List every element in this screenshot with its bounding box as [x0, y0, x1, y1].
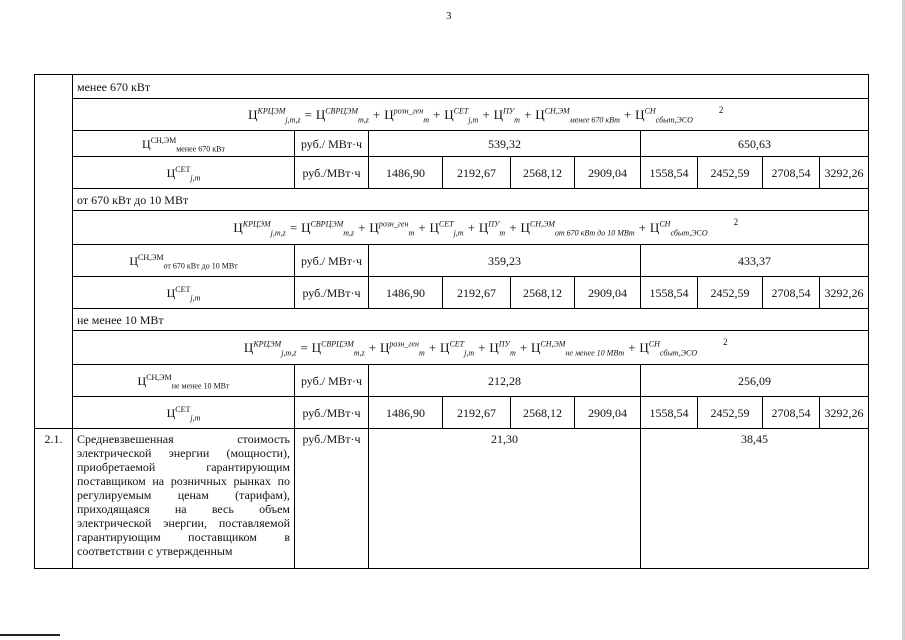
- sn-symbol: $Ц^{СН,ЭМ}_{менее 670 кВт}$: [73, 131, 295, 157]
- tariff-table: [34, 74, 869, 569]
- value-cell: 650,63: [641, 131, 869, 157]
- set-row: [35, 277, 869, 309]
- value-cell: 256,09: [641, 365, 869, 397]
- value-cell: 3292,26: [820, 157, 869, 189]
- footnote-mark: 2: [723, 337, 728, 347]
- set-row: [35, 157, 869, 189]
- value-cell: 3292,26: [820, 277, 869, 309]
- sn-row: [35, 131, 869, 157]
- number-column-empty: [35, 75, 73, 429]
- unit-cell: руб./ МВт·ч: [295, 245, 369, 277]
- unit-cell: руб./МВт·ч: [295, 429, 369, 569]
- value-cell: 2568,12: [511, 277, 575, 309]
- value-cell: 1486,90: [369, 157, 443, 189]
- value-cell: 539,32: [369, 131, 641, 157]
- value-cell: 1558,54: [641, 157, 698, 189]
- unit-cell: руб./МВт·ч: [295, 277, 369, 309]
- value-cell: 2192,67: [443, 277, 511, 309]
- value-cell: 2568,12: [511, 157, 575, 189]
- set-row: [35, 397, 869, 429]
- formula-row: [35, 331, 869, 365]
- value-cell: 2452,59: [698, 277, 763, 309]
- section-heading-row: [35, 309, 869, 331]
- section-heading-row: [35, 189, 869, 211]
- value-cell: 1558,54: [641, 397, 698, 429]
- formula: $Ц^{КРЦЭМ}_{j,m,z} = Ц^{СВРЦЭМ}_{m,z} + Ц^{розн\_ген}_m + Ц^{СЕТ}_{j,m} + Ц^{ПУ}_m + Ц^{СН,ЭМ}_{не менее 10 МВт} + Ц^{СН}_{сбыт,ЭСО}$ 2: [73, 331, 869, 365]
- row-2-1: [35, 429, 869, 569]
- section-heading: менее 670 кВт: [73, 75, 869, 99]
- value-cell: 21,30: [369, 429, 641, 569]
- value-cell: 2909,04: [575, 277, 641, 309]
- footnote-mark: 2: [718, 105, 724, 115]
- page-number: 3: [446, 10, 452, 22]
- value-cell: 3292,26: [820, 397, 869, 429]
- value-cell: 1558,54: [641, 277, 698, 309]
- set-symbol: $Ц^{СЕТ}_{j,m}$: [73, 157, 295, 189]
- value-cell: 1486,90: [369, 277, 443, 309]
- unit-cell: руб./ МВт·ч: [295, 365, 369, 397]
- value-cell: 1486,90: [369, 397, 443, 429]
- sn-symbol: $Ц^{СН,ЭМ}_{не менее 10 МВт}$: [73, 365, 295, 397]
- section-heading: не менее 10 МВт: [73, 309, 869, 331]
- value-cell: 38,45: [641, 429, 869, 569]
- value-cell: 2452,59: [698, 397, 763, 429]
- section-heading: от 670 кВт до 10 МВт: [73, 189, 869, 211]
- unit-cell: руб./МВт·ч: [295, 397, 369, 429]
- formula-row: [35, 99, 869, 131]
- section-heading-row: [35, 75, 869, 99]
- value-cell: 2708,54: [763, 157, 820, 189]
- formula-row: [35, 211, 869, 245]
- unit-cell: руб./ МВт·ч: [295, 131, 369, 157]
- row-number: 2.1.: [35, 429, 73, 569]
- sn-symbol: $Ц^{СН,ЭМ}_{от 670 кВт до 10 МВт}$: [73, 245, 295, 277]
- value-cell: 2192,67: [443, 397, 511, 429]
- value-cell: 2568,12: [511, 397, 575, 429]
- unit-cell: руб./МВт·ч: [295, 157, 369, 189]
- value-cell: 212,28: [369, 365, 641, 397]
- footnote-mark: 2: [733, 217, 739, 227]
- set-symbol: $Ц^{СЕТ}_{j,m}$: [73, 277, 295, 309]
- set-symbol: $Ц^{СЕТ}_{j,m}$: [73, 397, 295, 429]
- value-cell: 2909,04: [575, 157, 641, 189]
- value-cell: 359,23: [369, 245, 641, 277]
- value-cell: 2708,54: [763, 397, 820, 429]
- value-cell: 2708,54: [763, 277, 820, 309]
- value-cell: 433,37: [641, 245, 869, 277]
- sn-row: [35, 245, 869, 277]
- value-cell: 2909,04: [575, 397, 641, 429]
- formula: $Ц^{КРЦЭМ}_{j,m,z} = Ц^{СВРЦЭМ}_{m,z} + Ц^{розн\_ген}_m + Ц^{СЕТ}_{j,m} + Ц^{ПУ}_m + Ц^{СН,ЭМ}_{от 670 кВт до 10 МВт} + Ц^{СН}_{сбыт,ЭСО}$ 2: [73, 211, 869, 245]
- value-cell: 2192,67: [443, 157, 511, 189]
- row-description: Средневзвешенная стоимость электрической энергии (мощности), приобретаемой гарантирующим поставщиком на розничных рынках по регулируемым ценам (тарифам), приходящаяся на весь объем электрической энергии, поставляемой гарантирующим поставщиком в соответствии с утвержденным: [73, 429, 295, 569]
- formula: $Ц^{КРЦЭМ}_{j,m,z} = Ц^{СВРЦЭМ}_{m,z} + Ц^{розн\_ген}_m + Ц^{СЕТ}_{j,m} + Ц^{ПУ}_m + Ц^{СН,ЭМ}_{менее 670 кВт} + Ц^{СН}_{сбыт,ЭСО}$ 2: [73, 99, 869, 131]
- sn-row: [35, 365, 869, 397]
- value-cell: 2452,59: [698, 157, 763, 189]
- scan-mark: [0, 634, 60, 636]
